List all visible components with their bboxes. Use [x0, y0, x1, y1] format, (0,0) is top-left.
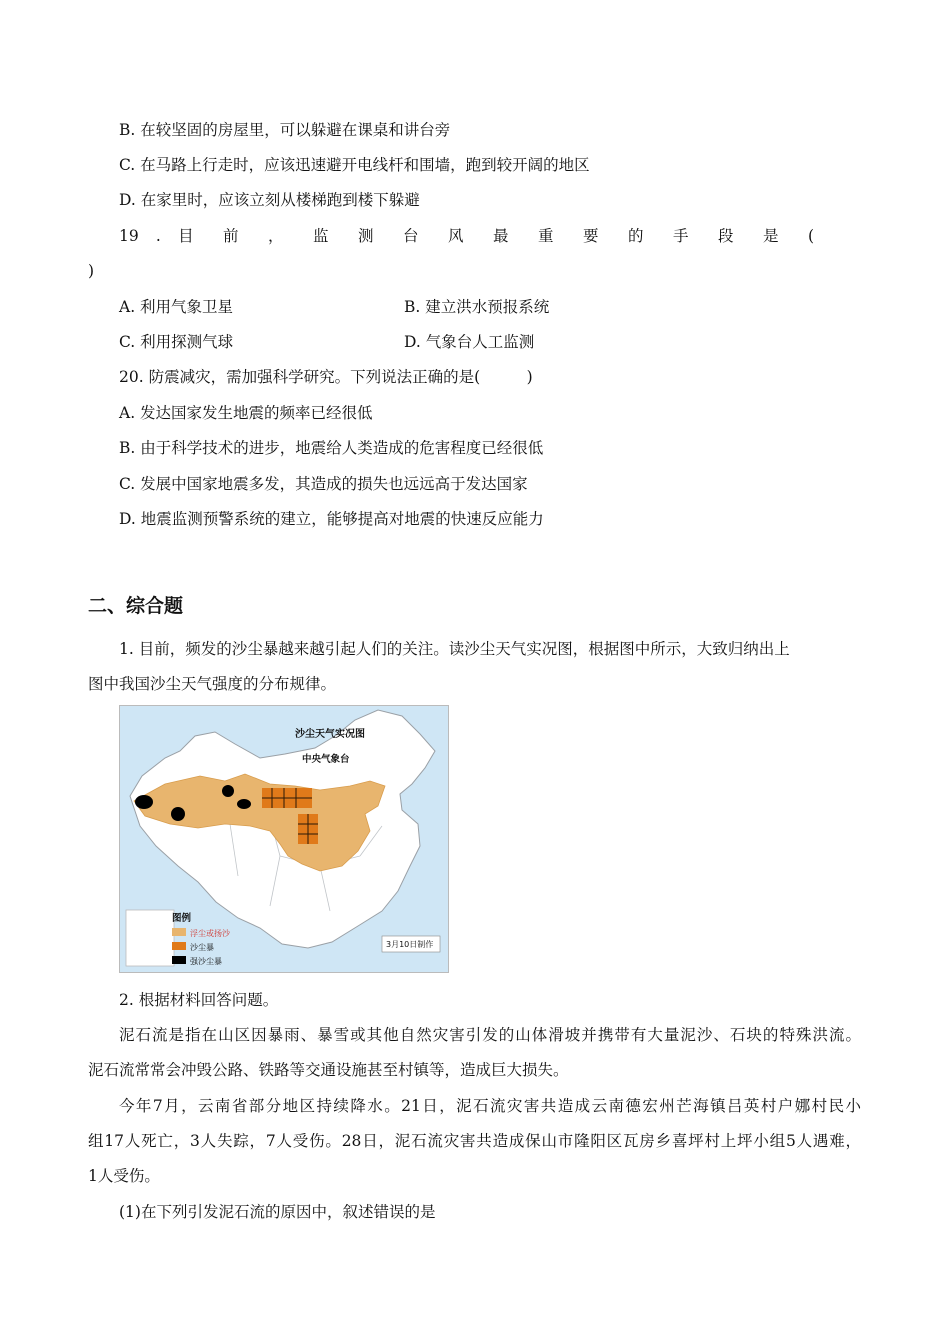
q19-option-c: C. 利用探测气球: [119, 333, 234, 351]
q18-option-c: C. 在马路上行走时，应该迅速避开电线杆和围墙，跑到较开阔的地区: [119, 156, 590, 174]
map-title: 沙尘天气实况图: [295, 729, 365, 740]
q19-option-d: D. 气象台人工监测: [404, 333, 535, 351]
s2-q2-stem: 2. 根据材料回答问题。: [119, 991, 279, 1009]
q20-option-b: B. 由于科学技术的进步，地震给人类造成的危害程度已经很低: [119, 439, 544, 457]
legend-swatch-2: [172, 956, 186, 964]
q19-stem-line2: ): [88, 262, 95, 280]
map-date-note: 3月10日制作: [386, 940, 434, 949]
q20-option-d: D. 地震监测预警系统的建立，能够提高对地震的快速反应能力: [119, 510, 544, 528]
legend-label-1: 沙尘暴: [190, 943, 214, 952]
legend-label-2: 强沙尘暴: [190, 957, 222, 966]
s2-q1-line1: 1. 目前，频发的沙尘暴越来越引起人们的关注。读沙尘天气实况图，根据图中所示，大致归纳出上: [119, 640, 790, 658]
legend-label-0: 浮尘或扬沙: [190, 929, 230, 938]
q20-option-a: A. 发达国家发生地震的频率已经很低: [119, 404, 373, 422]
q18-option-d: D. 在家里时，应该立刻从楼梯跑到楼下躲避: [119, 191, 420, 209]
section-heading: 二、综合题: [88, 595, 184, 617]
s2-para2-line2: 组17人死亡，3人失踪，7人受伤。28日，泥石流灾害共造成保山市隆阳区瓦房乡喜坪村上坪小组5人遇难，: [88, 1132, 861, 1150]
q19-stem-line1: 19 . 目 前 ， 监 测 台 风 最 重 要 的 手 段 是 (: [119, 227, 814, 245]
s2-para1-line2: 泥石流常常会冲毁公路、铁路等交通设施甚至村镇等，造成巨大损失。: [88, 1061, 569, 1079]
legend-swatch-0: [172, 928, 186, 936]
s2-para1-line1: 泥石流是指在山区因暴雨、暴雪或其他自然灾害引发的山体滑坡并携带有大量泥沙、石块的特殊洪流。: [119, 1026, 861, 1044]
s2-sub1: (1)在下列引发泥石流的原因中，叙述错误的是: [119, 1203, 436, 1221]
q20-option-c: C. 发展中国家地震多发，其造成的损失也远远高于发达国家: [119, 475, 528, 493]
q19-option-a: A. 利用气象卫星: [119, 298, 234, 316]
s2-q1-line2: 图中我国沙尘天气强度的分布规律。: [88, 675, 337, 693]
s2-para2-line1: 今年7月，云南省部分地区持续降水。21日，泥石流灾害共造成云南德宏州芒海镇吕英村户娜村民小: [119, 1097, 861, 1115]
dust-weather-map: [119, 705, 449, 973]
map-subtitle: 中央气象台: [302, 754, 350, 765]
s2-para2-line3: 1人受伤。: [88, 1167, 160, 1185]
q19-option-b: B. 建立洪水预报系统: [404, 298, 550, 316]
legend-title: 图例: [172, 913, 192, 924]
q20-stem: 20. 防震减灾，需加强科学研究。下列说法正确的是( ): [119, 368, 533, 386]
legend-swatch-1: [172, 942, 186, 950]
q18-option-b: B. 在较坚固的房屋里，可以躲避在课桌和讲台旁: [119, 121, 451, 139]
